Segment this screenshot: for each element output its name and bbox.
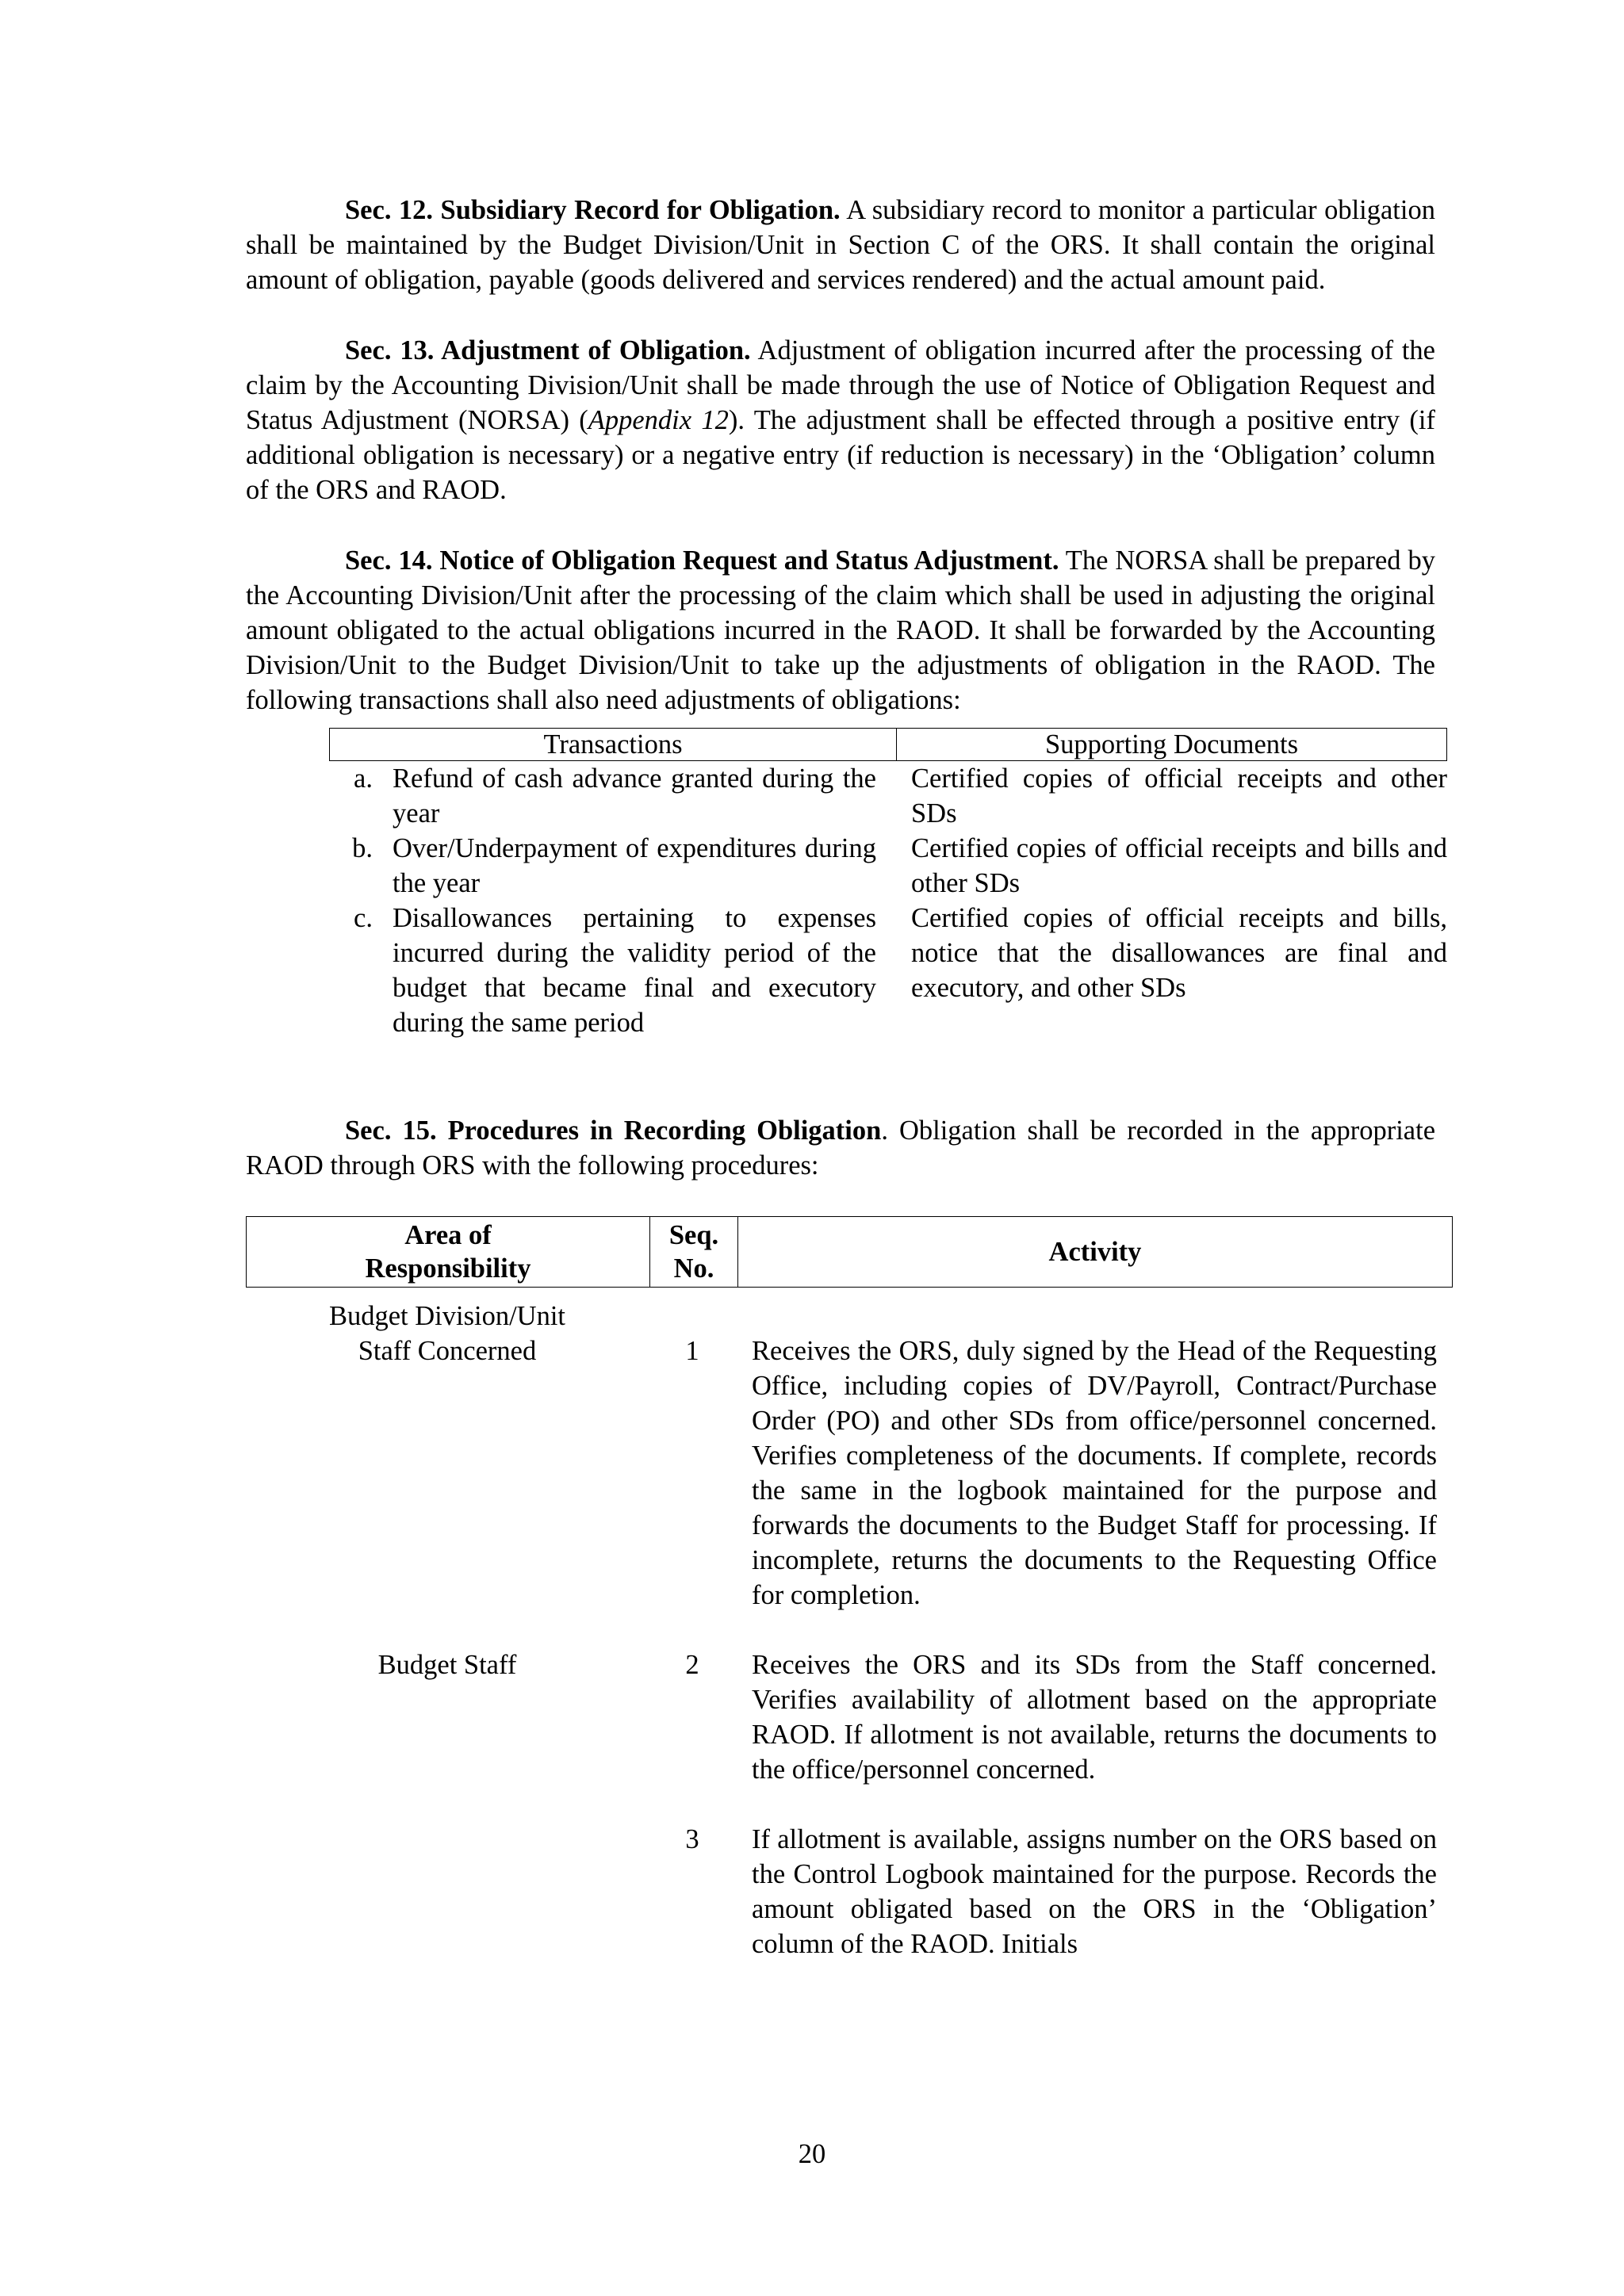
procedure-row: [246, 1822, 1453, 1961]
procedures-table-body: [246, 1334, 1453, 1961]
procedure-area: Staff Concerned: [358, 1336, 537, 1366]
transaction-text: Refund of cash advance granted during the year: [393, 763, 876, 828]
transaction-letter: c.: [354, 903, 373, 933]
procedure-activity: Receives the ORS and its SDs from the Staff concerned. Verifies availability of allotment based on the appropriate RAOD. If allotment is not available, returns the documents to the office/personnel concerned.: [752, 1650, 1437, 1785]
transaction-cell: [329, 761, 876, 831]
transaction-text: Over/Underpayment of expenditures during the year: [393, 833, 876, 898]
procedure-activity: If allotment is available, assigns number on the ORS based on the Control Logbook maintained for the purpose. Records the amount obligated based on the ORS in the ‘Obligation’ column of the RAOD. Initials: [752, 1824, 1437, 1959]
seq-no-header: [650, 1217, 738, 1287]
section-15: [246, 1113, 1435, 1183]
area-of-responsibility-header: [247, 1217, 650, 1287]
transaction-cell: [329, 901, 876, 1040]
procedures-table: [246, 1216, 1453, 1961]
transactions-table: [329, 728, 1447, 1040]
procedure-row: [246, 1334, 1453, 1613]
procedure-area: Budget Staff: [377, 1650, 517, 1680]
transaction-cell: [329, 831, 876, 901]
procedures-table-header: [246, 1216, 1453, 1288]
transaction-text: Disallowances pertaining to expenses incurred during the validity period of the budget that became final and executory during the same period: [393, 903, 876, 1038]
page-number: 20: [798, 2139, 826, 2169]
budget-division-unit: Budget Division/Unit: [328, 1301, 566, 1331]
section-13-heading: Sec. 13. Adjustment of Obligation.: [345, 335, 751, 365]
transaction-row: [329, 761, 1447, 831]
section-13-body-before: Adjustment of obligation incurred after the processing of the claim by the Accounting Division/Unit shall be made through the use of Notice of Obligation Request and Status Adjustment (NORSA) (: [246, 335, 1435, 435]
section-13-appendix: Appendix 12: [588, 405, 729, 435]
section-12-body: A subsidiary record to monitor a particular obligation shall be maintained by the Budget Division/Unit in Section C of the ORS. It shall contain the original amount of obligation, payable (goods delivered and services rendered) and the actual amount paid.: [246, 195, 1435, 295]
section-13: [246, 333, 1435, 507]
supporting-documents-header: Supporting Documents: [1044, 729, 1299, 760]
transactions-table-body: [329, 761, 1447, 1040]
supporting-documents-cell: Certified copies of official receipts and other SDs: [911, 763, 1447, 828]
section-12-heading: Sec. 12. Subsidiary Record for Obligation.: [345, 195, 841, 225]
transaction-row: [329, 901, 1447, 1040]
section-14-heading: Sec. 14. Notice of Obligation Request and Status Adjustment.: [345, 545, 1059, 576]
seq-header-text: Seq. No.: [668, 1220, 719, 1284]
section-15-body: . Obligation shall be recorded in the appropriate RAOD through ORS with the following procedures:: [246, 1115, 1436, 1181]
supporting-documents-cell: Certified copies of official receipts and bills, notice that the disallowances are final and executory, and other SDs: [911, 903, 1447, 1003]
procedure-row: [246, 1647, 1453, 1787]
procedure-seq: 2: [685, 1650, 699, 1680]
section-12: [246, 193, 1435, 297]
procedure-area: [246, 1822, 649, 1961]
transaction-letter: a.: [354, 763, 373, 794]
transactions-header: Transactions: [330, 729, 897, 760]
section-14-body: The NORSA shall be prepared by the Accounting Division/Unit after the processing of the claim which shall be used in adjusting the original amount obligated to the actual obligations incurred in the RAOD. It shall be forwarded by the Accounting Division/Unit to the Budget Division/Unit to take up the adjustments of obligation in the RAOD. The following transactions shall also need adjustments of obligations:: [246, 545, 1435, 715]
procedure-seq: 1: [685, 1336, 699, 1366]
area-header-text: Area of Responsibility: [365, 1220, 531, 1284]
procedure-seq: 3: [685, 1824, 699, 1854]
section-13-body-after: ). The adjustment shall be effected through a positive entry (if additional obligation is necessary) or a negative entry (if reduction is necessary) in the ‘Obligation’ column of the ORS and RAOD.: [246, 405, 1435, 505]
document-page: [246, 193, 1447, 1996]
transactions-table-header: [329, 728, 1447, 761]
procedure-activity: Receives the ORS, duly signed by the Head of the Requesting Office, including copies of DV/Payroll, Contract/Purchase Order (PO) and other SDs from office/personnel concerned. Verifies completeness of the documents. If complete, records the same in the logbook maintained for the purpose and forwards the documents to the Budget Staff for processing. If incomplete, returns the documents to the Requesting Office for completion.: [752, 1336, 1437, 1610]
supporting-documents-cell: Certified copies of official receipts and bills and other SDs: [911, 833, 1447, 898]
transaction-row: [329, 831, 1447, 901]
section-14: [246, 543, 1435, 718]
activity-header: Activity: [1048, 1237, 1142, 1267]
transaction-letter: b.: [352, 833, 373, 863]
section-15-heading: Sec. 15. Procedures in Recording Obligation: [345, 1115, 882, 1146]
